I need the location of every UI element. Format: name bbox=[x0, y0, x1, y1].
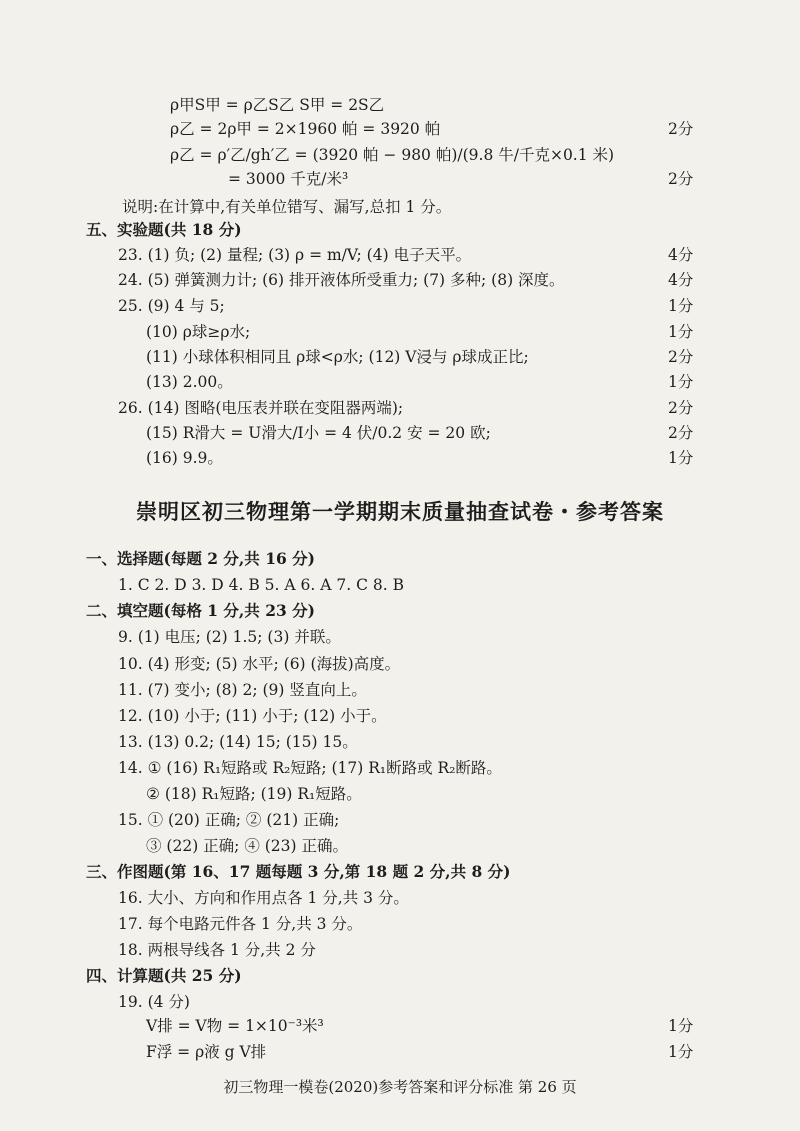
answer-25-9-score: 1分 bbox=[668, 297, 694, 315]
answer-25-10: (10) ρ球≥ρ水; bbox=[146, 323, 251, 341]
calc-line-1: ρ甲S甲 = ρ乙S乙 S甲 = 2S乙 bbox=[170, 96, 385, 114]
fill-14-1: 14. ① (16) R₁短路或 R₂短路; (17) R₁断路或 R₂断路。 bbox=[118, 759, 502, 777]
fill-15-1: 15. ① (20) 正确; ② (21) 正确; bbox=[118, 811, 340, 829]
answer-25-13-score: 1分 bbox=[668, 373, 694, 391]
calc-line-2: ρ乙 = 2ρ甲 = 2×1960 帕 = 3920 帕 bbox=[170, 120, 441, 138]
calc-line-2-score: 2分 bbox=[668, 120, 694, 138]
part-4-heading: 四、计算题(共 25 分) bbox=[86, 966, 242, 985]
answer-26-14-score: 2分 bbox=[668, 399, 694, 417]
page-title: 崇明区初三物理第一学期期末质量抽查试卷・参考答案 bbox=[136, 500, 664, 524]
fill-13: 13. (13) 0.2; (14) 15; (15) 15。 bbox=[118, 733, 358, 751]
answer-26-15: (15) R滑大 = U滑大/I小 = 4 伏/0.2 安 = 20 欧; bbox=[146, 424, 491, 442]
calc-19-line-1: V排 = V物 = 1×10⁻³米³ bbox=[146, 1017, 324, 1035]
fill-14-2: ② (18) R₁短路; (19) R₁短路。 bbox=[146, 785, 362, 803]
answer-25-13: (13) 2.00。 bbox=[146, 373, 233, 391]
section-5-heading: 五、实验题(共 18 分) bbox=[86, 220, 242, 239]
part-2-heading: 二、填空题(每格 1 分,共 23 分) bbox=[86, 601, 316, 620]
drawing-18: 18. 两根导线各 1 分,共 2 分 bbox=[118, 941, 316, 959]
answer-25-11-score: 2分 bbox=[668, 348, 694, 366]
answer-26-16: (16) 9.9。 bbox=[146, 449, 223, 467]
unit-note: 说明:在计算中,有关单位错写、漏写,总扣 1 分。 bbox=[122, 198, 452, 216]
part-1-heading: 一、选择题(每题 2 分,共 16 分) bbox=[86, 549, 316, 568]
answer-23: 23. (1) 负; (2) 量程; (3) ρ = m/V; (4) 电子天平。 bbox=[118, 246, 472, 264]
page-footer: 初三物理一模卷(2020)参考答案和评分标准 第 26 页 bbox=[223, 1078, 577, 1096]
fill-15-2: ③ (22) 正确; ④ (23) 正确。 bbox=[146, 837, 348, 855]
answer-25-9: 25. (9) 4 与 5; bbox=[118, 297, 225, 315]
answer-26-15-score: 2分 bbox=[668, 424, 694, 442]
answer-24-score: 4分 bbox=[668, 271, 694, 289]
answer-25-11: (11) 小球体积相同且 ρ球<ρ水; (12) V浸与 ρ球成正比; bbox=[146, 348, 529, 366]
part-1-answers: 1. C 2. D 3. D 4. B 5. A 6. A 7. C 8. B bbox=[118, 576, 404, 594]
answer-23-score: 4分 bbox=[668, 246, 694, 264]
fill-10: 10. (4) 形变; (5) 水平; (6) (海拔)高度。 bbox=[118, 655, 401, 673]
calc-19-label: 19. (4 分) bbox=[118, 993, 190, 1011]
part-3-heading: 三、作图题(第 16、17 题每题 3 分,第 18 题 2 分,共 8 分) bbox=[86, 862, 511, 881]
answer-26-14: 26. (14) 图略(电压表并联在变阻器两端); bbox=[118, 399, 404, 417]
drawing-17: 17. 每个电路元件各 1 分,共 3 分。 bbox=[118, 915, 363, 933]
calc-19-line-2: F浮 = ρ液 g V排 bbox=[146, 1043, 267, 1061]
fill-12: 12. (10) 小于; (11) 小于; (12) 小于。 bbox=[118, 707, 387, 725]
answer-24: 24. (5) 弹簧测力计; (6) 排开液体所受重力; (7) 多种; (8) 深度。 bbox=[118, 271, 565, 289]
drawing-16: 16. 大小、方向和作用点各 1 分,共 3 分。 bbox=[118, 889, 409, 907]
calc-19-line-1-score: 1分 bbox=[668, 1017, 694, 1035]
fill-11: 11. (7) 变小; (8) 2; (9) 竖直向上。 bbox=[118, 681, 367, 699]
calc-line-4-score: 2分 bbox=[668, 170, 694, 188]
answer-25-10-score: 1分 bbox=[668, 323, 694, 341]
calc-line-3: ρ乙 = ρ′乙/gh′乙 = (3920 帕 − 980 帕)/(9.8 牛/千克×0.1 米) bbox=[170, 146, 615, 164]
answer-26-16-score: 1分 bbox=[668, 449, 694, 467]
calc-19-line-2-score: 1分 bbox=[668, 1043, 694, 1061]
fill-9: 9. (1) 电压; (2) 1.5; (3) 并联。 bbox=[118, 628, 341, 646]
calc-line-4: = 3000 千克/米³ bbox=[228, 170, 349, 188]
